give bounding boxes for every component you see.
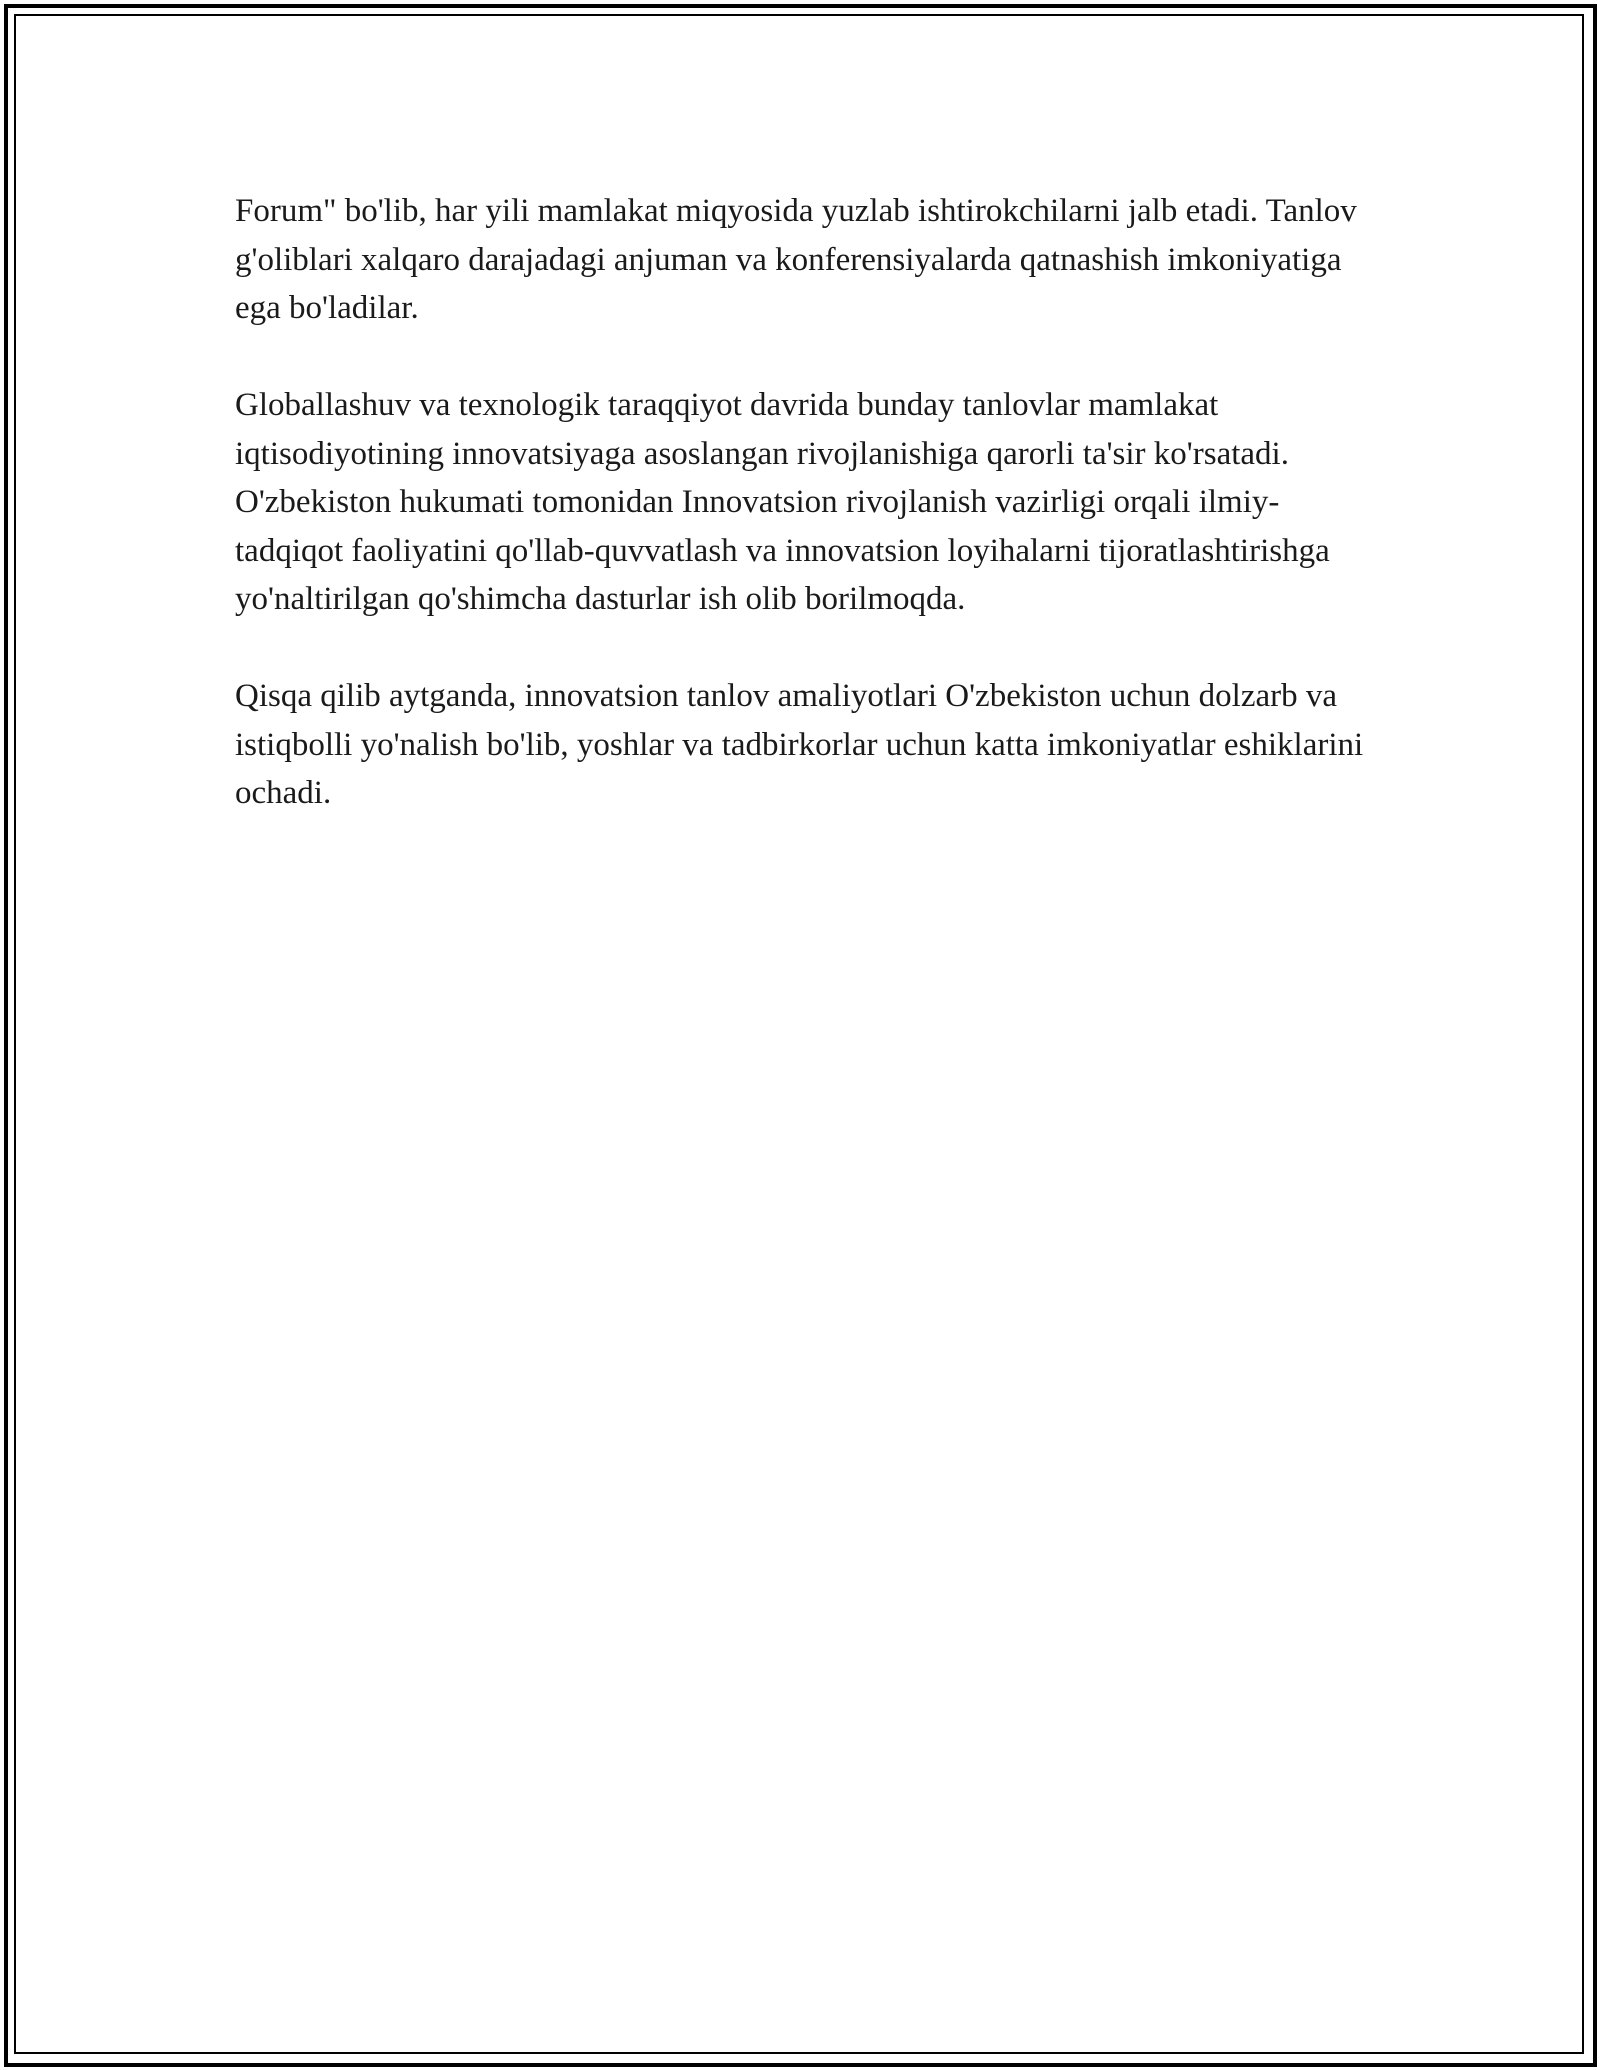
paragraph-globallashuv: Globallashuv va texnologik taraqqiyot davrida bunday tanlovlar mamlakat iqtisodiyotining innovatsiyaga asoslangan rivojlanishiga qarorli ta'sir ko'rsatadi. O'zbekiston hukumati tomonidan Innovatsion rivojlanish vazirligi orqali ilmiy-tadqiqot faoliyatini qo'llab-quvvatlash va innovatsion loyihalarni tijoratlashtirishga yo'naltirilgan qo'shimcha dasturlar ish olib borilmoqda.: [235, 387, 1330, 617]
paragraph-conclusion: Qisqa qilib aytganda, innovatsion tanlov amaliyotlari O'zbekiston uchun dolzarb va istiqbolli yo'nalish bo'lib, yoshlar va tadbirkorlar uchun katta imkoniyatlar eshiklarini ochadi.: [235, 678, 1364, 811]
document-body: [235, 187, 1385, 866]
paragraph-forum: Forum" bo'lib, har yili mamlakat miqyosida yuzlab ishtirokchilarni jalb etadi. Tanlov g'oliblari xalqaro darajadagi anjuman va konferensiyalarda qatnashish imkoniyatiga ega bo'ladilar.: [235, 193, 1357, 326]
